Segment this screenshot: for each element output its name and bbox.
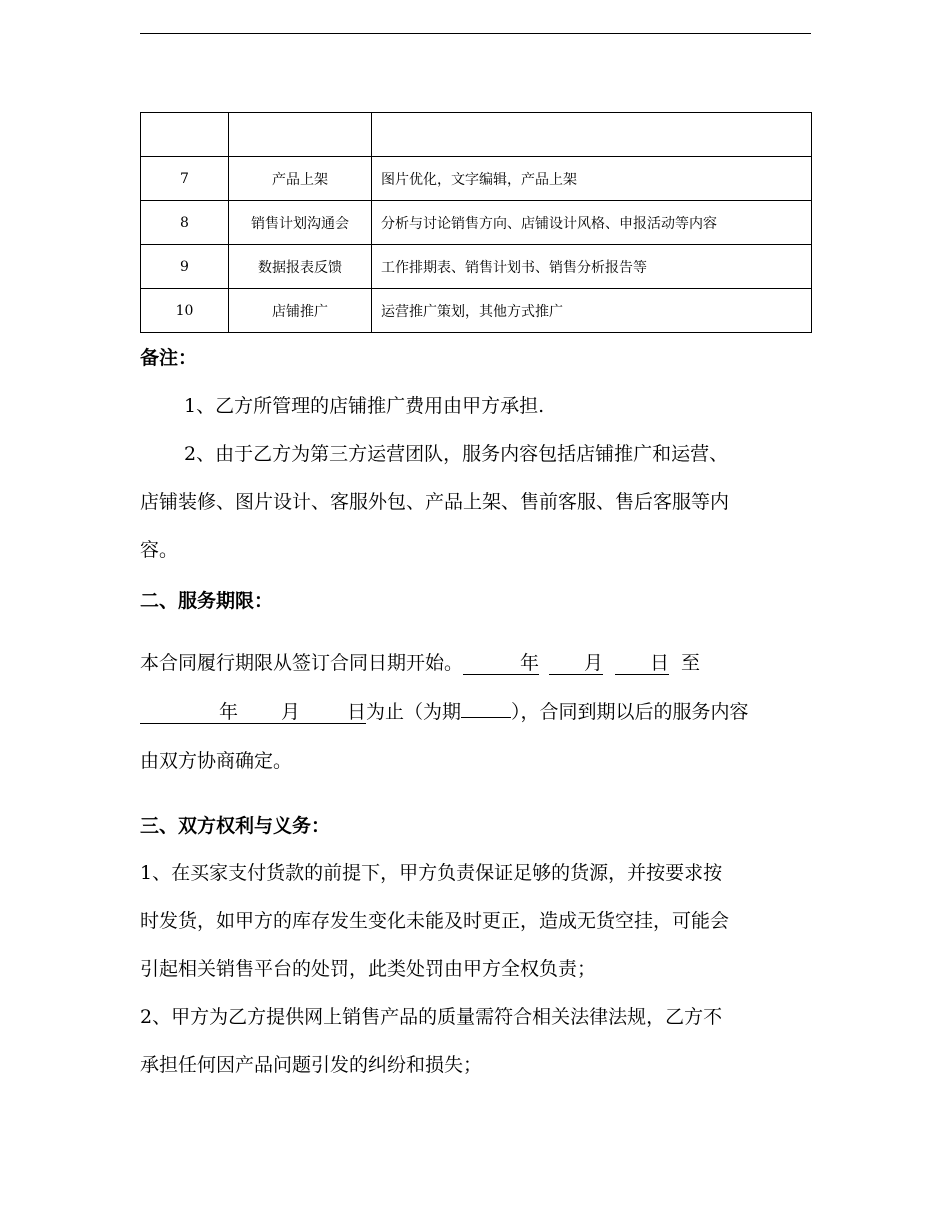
end-year-blank[interactable]: 年 [140, 701, 238, 724]
item-1-line-3: 引起相关销售平台的处罚，此类处罚由甲方全权负责； [140, 958, 597, 980]
notes-title: 备注： [140, 347, 198, 369]
start-month-blank[interactable]: 月 [549, 652, 603, 675]
table-row [141, 113, 812, 157]
note-2-line-3: 容。 [140, 539, 179, 561]
service-description: 工作排期表、销售计划书、销售分析报告等 [372, 245, 812, 289]
section-3-title: 三、双方权利与义务： [140, 815, 331, 837]
service-item: 数据报表反馈 [229, 245, 372, 289]
note-2-line-1: 2、由于乙方为第三方运营团队，服务内容包括店铺推广和运营、 [184, 443, 729, 465]
term-start-text: 本合同履行期限从签订合同日期开始。 [140, 652, 464, 674]
row-number: 9 [141, 245, 229, 289]
note-2-line-2: 店铺装修、图片设计、客服外包、产品上架、售前客服、售后客服等内 [140, 491, 730, 513]
service-description: 图片优化，文字编辑，产品上架 [372, 157, 812, 201]
service-description [372, 113, 812, 157]
service-description: 分析与讨论销售方向、店铺设计风格、申报活动等内容 [372, 201, 812, 245]
term-line-3: 由双方协商确定。 [140, 750, 293, 772]
section-2-title: 二、服务期限： [140, 590, 274, 612]
term-line-1 [140, 651, 811, 675]
service-description: 运营推广策划，其他方式推广 [372, 289, 812, 333]
term-period-text: 为止（为期 [366, 701, 462, 723]
header-rule [140, 33, 811, 34]
row-number [141, 113, 229, 157]
start-year-blank[interactable]: 年 [463, 652, 539, 675]
table-row [141, 289, 812, 333]
note-1: 1、乙方所管理的店铺推广费用由甲方承担. [184, 395, 545, 417]
table-row [141, 245, 812, 289]
table-row [141, 201, 812, 245]
services-table [140, 112, 812, 333]
service-item [229, 113, 372, 157]
row-number: 7 [141, 157, 229, 201]
item-2-line-1: 2、甲方为乙方提供网上销售产品的质量需符合相关法律法规，乙方不 [140, 1006, 723, 1028]
term-suffix-text: ），合同到期以后的服务内容 [511, 701, 749, 723]
service-item: 店铺推广 [229, 289, 372, 333]
table-row [141, 157, 812, 201]
item-1-line-2: 时发货，如甲方的库存发生变化未能及时更正，造成无货空挂，可能会 [140, 910, 730, 932]
term-period-blank[interactable] [461, 717, 511, 718]
end-month-blank[interactable]: 月 [238, 701, 300, 724]
row-number: 8 [141, 201, 229, 245]
row-number: 10 [141, 289, 229, 333]
service-item: 销售计划沟通会 [229, 201, 372, 245]
item-1-line-1: 1、在买家支付货款的前提下，甲方负责保证足够的货源，并按要求按 [140, 862, 723, 884]
end-day-blank[interactable]: 日 [300, 701, 366, 724]
term-line-2 [140, 700, 811, 724]
start-day-blank[interactable]: 日 [615, 652, 669, 675]
service-item: 产品上架 [229, 157, 372, 201]
term-to-text: 至 [681, 652, 701, 674]
item-2-line-2: 承担任何因产品问题引发的纠纷和损失； [140, 1054, 483, 1076]
